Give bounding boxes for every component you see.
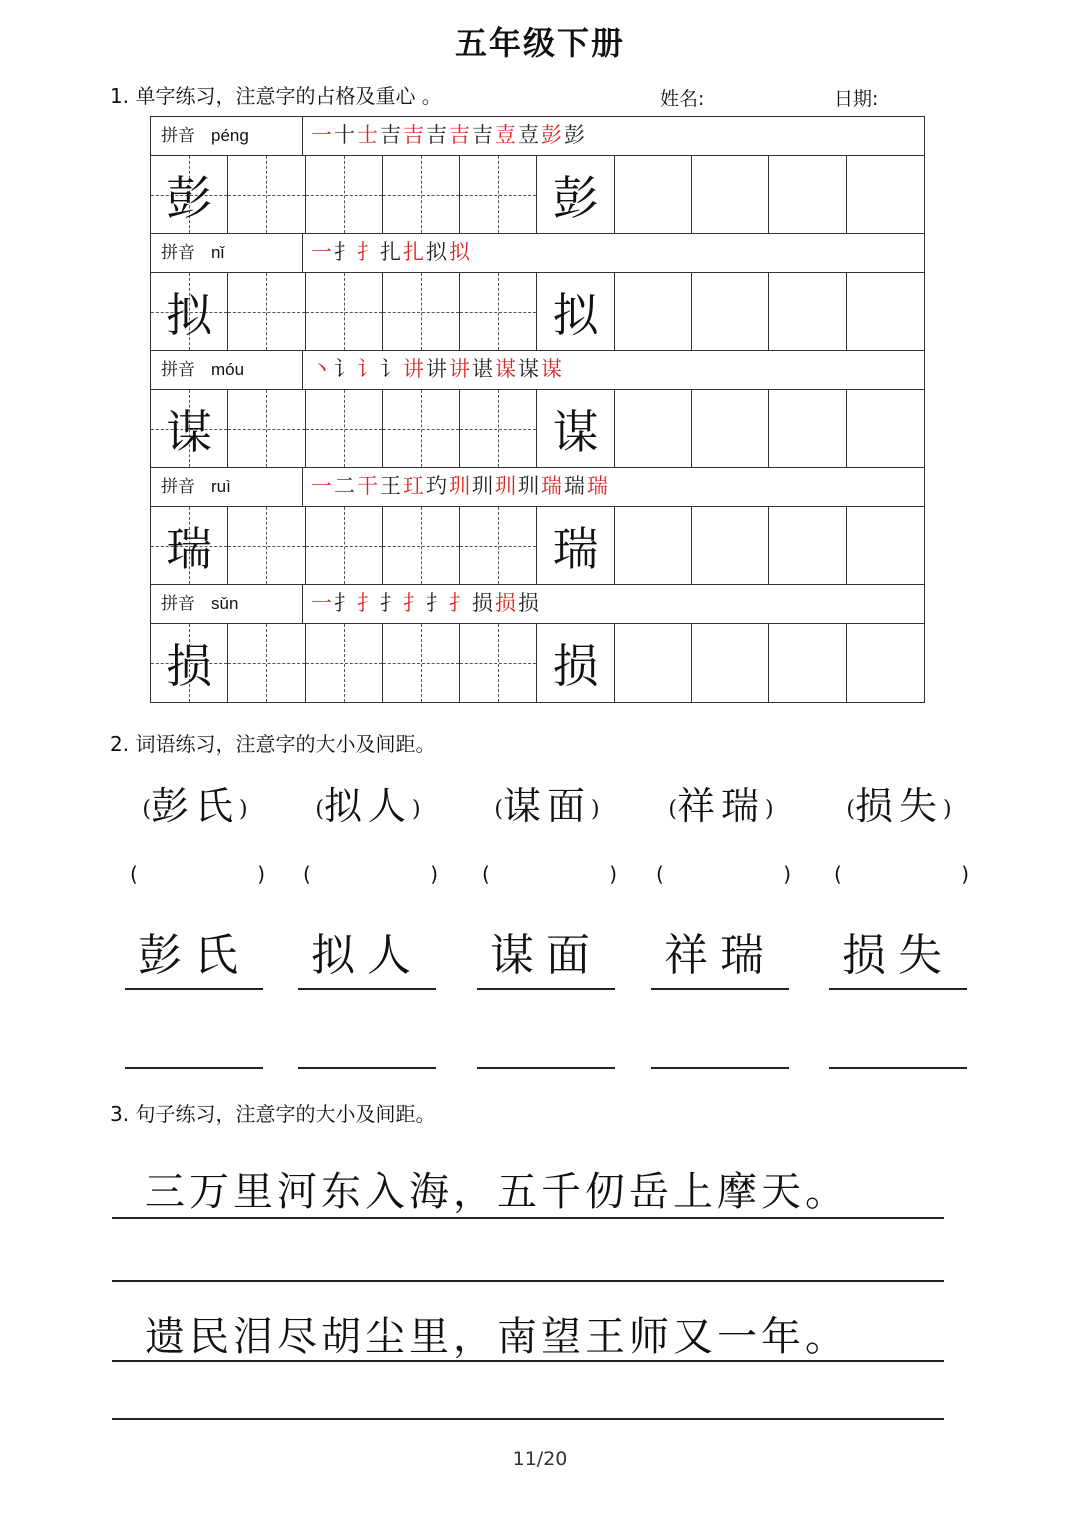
writing-line[interactable] <box>125 1066 263 1069</box>
stroke-step: 士 <box>357 123 380 147</box>
practice-cell[interactable] <box>460 390 537 467</box>
writing-line <box>112 1418 944 1420</box>
practice-cell[interactable] <box>151 390 228 467</box>
underlined-word: 谋面 <box>477 930 615 990</box>
right-paren: ) <box>239 797 248 822</box>
stroke-step: 丶 <box>311 357 334 381</box>
stroke-step: 扌 <box>357 591 380 615</box>
practice-cell[interactable] <box>537 156 614 233</box>
stroke-step: 扌 <box>357 240 380 264</box>
stroke-step: 谋 <box>495 357 518 381</box>
model-character: 拟 <box>552 287 599 342</box>
page-number: 11/20 <box>512 1448 568 1470</box>
stroke-step: 讲 <box>449 357 472 381</box>
practice-row <box>151 273 924 351</box>
practice-row <box>151 624 924 702</box>
practice-cell[interactable] <box>615 390 692 467</box>
section2-heading: 2. 词语练习，注意字的大小及间距。 <box>110 732 436 756</box>
pinyin-caption: 拼音 <box>161 360 195 380</box>
stroke-step: 扎 <box>403 240 426 264</box>
stroke-step: 损 <box>518 591 541 615</box>
left-paren: ( <box>494 797 503 822</box>
practice-cell[interactable] <box>769 624 846 702</box>
underlined-word: 祥瑞 <box>651 930 789 990</box>
pinyin-caption: 拼音 <box>161 594 195 614</box>
stroke-step: 讲 <box>403 357 426 381</box>
stroke-step: 损 <box>495 591 518 615</box>
stroke-step: 扌 <box>380 591 403 615</box>
stroke-step: 瑞 <box>564 474 587 498</box>
practice-cell[interactable] <box>615 624 692 702</box>
practice-cell[interactable] <box>615 273 692 350</box>
stroke-step: 吉 <box>380 123 403 147</box>
left-paren: ( <box>668 797 677 822</box>
left-paren: ( <box>142 797 151 822</box>
stroke-step: 谋 <box>518 357 541 381</box>
practice-row <box>151 156 924 234</box>
practice-cell[interactable] <box>460 156 537 233</box>
stroke-step: 拟 <box>449 240 472 264</box>
underlined-word: 彭氏 <box>125 930 263 990</box>
word-text: 损失 <box>854 784 943 828</box>
practice-cell[interactable] <box>151 156 228 233</box>
pinyin-label <box>151 468 303 506</box>
practice-cell[interactable] <box>847 624 924 702</box>
stroke-order <box>311 468 610 506</box>
practice-cell[interactable] <box>537 390 614 467</box>
practice-cell[interactable] <box>306 273 383 350</box>
stroke-step: 玔 <box>518 474 541 498</box>
practice-cell[interactable] <box>306 507 383 584</box>
pinyin-value: nǐ <box>211 243 225 262</box>
stroke-step: 玒 <box>403 474 426 498</box>
stroke-step: 壴 <box>518 123 541 147</box>
practice-cell[interactable] <box>537 624 614 702</box>
stroke-step: 谌 <box>472 357 495 381</box>
stroke-step: 王 <box>380 474 403 498</box>
practice-cell[interactable] <box>769 156 846 233</box>
writing-line[interactable] <box>477 1066 615 1069</box>
left-paren: ( <box>846 797 855 822</box>
underlined-word: 拟人 <box>298 930 436 990</box>
practice-cell[interactable] <box>306 390 383 467</box>
practice-cell[interactable] <box>769 390 846 467</box>
underlined-word: 损失 <box>829 930 967 990</box>
practice-cell[interactable] <box>306 624 383 702</box>
practice-cell[interactable] <box>537 273 614 350</box>
right-paren: ) <box>943 797 952 822</box>
pinyin-label <box>151 117 303 155</box>
pinyin-caption: 拼音 <box>161 243 195 263</box>
stroke-step: 壴 <box>495 123 518 147</box>
practice-cell[interactable] <box>615 507 692 584</box>
stroke-step: 一 <box>311 591 334 615</box>
practice-cell[interactable] <box>460 273 537 350</box>
pinyin-value: péng <box>211 126 249 145</box>
model-character: 损 <box>552 639 599 693</box>
stroke-order <box>311 585 541 623</box>
practice-cell[interactable] <box>847 507 924 584</box>
stroke-step: 扌 <box>426 591 449 615</box>
empty-pinyin-parentheses[interactable] <box>303 862 438 886</box>
practice-cell[interactable] <box>692 273 769 350</box>
writing-line <box>112 1360 944 1362</box>
empty-pinyin-parentheses[interactable] <box>130 862 265 886</box>
model-character: 彭 <box>552 170 599 225</box>
date-label: 日期: <box>834 88 879 110</box>
practice-row <box>151 507 924 585</box>
left-paren: ( <box>315 797 324 822</box>
practice-cell[interactable] <box>228 156 305 233</box>
word-with-parentheses <box>651 775 791 830</box>
practice-cell[interactable] <box>306 156 383 233</box>
stroke-step: 彭 <box>541 123 564 147</box>
stroke-step: 吉 <box>426 123 449 147</box>
model-character: 瑞 <box>166 521 213 576</box>
model-character: 拟 <box>166 287 213 342</box>
practice-cell[interactable] <box>769 273 846 350</box>
right-paren: ) <box>961 862 969 886</box>
model-character: 彭 <box>166 170 213 225</box>
stroke-step: 讠 <box>357 357 380 381</box>
pinyin-caption: 拼音 <box>161 477 195 497</box>
practice-cell[interactable] <box>228 273 305 350</box>
left-paren: ( <box>834 862 842 886</box>
stroke-step: 玔 <box>495 474 518 498</box>
right-paren: ) <box>412 797 421 822</box>
practice-cell[interactable] <box>847 156 924 233</box>
character-practice-grid <box>150 116 925 703</box>
right-paren: ) <box>430 862 438 886</box>
stroke-step: 玔 <box>472 474 495 498</box>
practice-row <box>151 390 924 468</box>
word-text: 彭氏 <box>150 784 239 828</box>
writing-line[interactable] <box>298 1066 436 1069</box>
writing-line[interactable] <box>829 1066 967 1069</box>
pinyin-value: móu <box>211 360 245 379</box>
practice-cell[interactable] <box>383 507 460 584</box>
practice-cell[interactable] <box>151 273 228 350</box>
pinyin-value: ruì <box>211 477 231 496</box>
writing-line <box>112 1280 944 1282</box>
pinyin-row <box>151 234 924 273</box>
stroke-order <box>311 234 472 272</box>
practice-cell[interactable] <box>228 624 305 702</box>
stroke-step: 玔 <box>449 474 472 498</box>
practice-cell[interactable] <box>847 390 924 467</box>
practice-cell[interactable] <box>383 390 460 467</box>
practice-cell[interactable] <box>769 507 846 584</box>
right-paren: ) <box>765 797 774 822</box>
stroke-step: 一 <box>311 240 334 264</box>
stroke-step: 玓 <box>426 474 449 498</box>
word-with-parentheses <box>477 775 617 830</box>
practice-cell[interactable] <box>383 156 460 233</box>
word-text: 祥瑞 <box>676 784 765 828</box>
pinyin-value: sǔn <box>211 594 239 613</box>
pinyin-label <box>151 351 303 389</box>
sentence-1: 三万里河东入海，五千仞岳上摩天。 <box>145 1169 849 1215</box>
pinyin-row <box>151 585 924 624</box>
practice-cell[interactable] <box>692 390 769 467</box>
left-paren: ( <box>482 862 490 886</box>
right-paren: ) <box>257 862 265 886</box>
stroke-step: 扌 <box>403 591 426 615</box>
writing-line <box>112 1217 944 1219</box>
stroke-order <box>311 117 587 155</box>
empty-pinyin-parentheses[interactable] <box>656 862 791 886</box>
stroke-step: 讠 <box>380 357 403 381</box>
right-paren: ) <box>591 797 600 822</box>
empty-pinyin-parentheses[interactable] <box>834 862 969 886</box>
practice-cell[interactable] <box>537 507 614 584</box>
practice-cell[interactable] <box>615 156 692 233</box>
stroke-step: 扎 <box>380 240 403 264</box>
practice-cell[interactable] <box>383 624 460 702</box>
stroke-step: 二 <box>334 474 357 498</box>
stroke-step: 谋 <box>541 357 564 381</box>
writing-line[interactable] <box>651 1066 789 1069</box>
practice-cell[interactable] <box>460 624 537 702</box>
pinyin-row <box>151 117 924 156</box>
page-title: 五年级下册 <box>454 24 625 62</box>
stroke-order <box>311 351 564 389</box>
practice-cell[interactable] <box>460 507 537 584</box>
pinyin-row <box>151 351 924 390</box>
word-text: 拟人 <box>323 784 412 828</box>
right-paren: ) <box>783 862 791 886</box>
stroke-step: 吉 <box>449 123 472 147</box>
practice-cell[interactable] <box>692 624 769 702</box>
stroke-step: 一 <box>311 474 334 498</box>
stroke-step: 损 <box>472 591 495 615</box>
practice-cell[interactable] <box>228 507 305 584</box>
pinyin-caption: 拼音 <box>161 126 195 146</box>
practice-cell[interactable] <box>228 390 305 467</box>
stroke-step: 一 <box>311 123 334 147</box>
stroke-step: 干 <box>357 474 380 498</box>
word-with-parentheses <box>829 775 969 830</box>
section3-heading: 3. 句子练习，注意字的大小及间距。 <box>110 1102 436 1126</box>
empty-pinyin-parentheses[interactable] <box>482 862 617 886</box>
stroke-step: 扌 <box>449 591 472 615</box>
practice-cell[interactable] <box>692 507 769 584</box>
stroke-step: 讲 <box>426 357 449 381</box>
stroke-step: 扌 <box>334 240 357 264</box>
sentence-2: 遗民泪尽胡尘里，南望王师又一年。 <box>145 1314 849 1360</box>
stroke-step: 吉 <box>472 123 495 147</box>
model-character: 谋 <box>166 404 213 459</box>
right-paren: ) <box>609 862 617 886</box>
pinyin-label <box>151 585 303 623</box>
practice-cell[interactable] <box>383 273 460 350</box>
stroke-step: 拟 <box>426 240 449 264</box>
section1-heading: 1. 单字练习，注意字的占格及重心 。 <box>110 84 442 108</box>
stroke-step: 瑞 <box>541 474 564 498</box>
practice-cell[interactable] <box>151 507 228 584</box>
stroke-step: 十 <box>334 123 357 147</box>
word-with-parentheses <box>298 775 438 830</box>
practice-cell[interactable] <box>692 156 769 233</box>
stroke-step: 扌 <box>334 591 357 615</box>
pinyin-label <box>151 234 303 272</box>
left-paren: ( <box>656 862 664 886</box>
practice-cell[interactable] <box>151 624 228 702</box>
stroke-step: 瑞 <box>587 474 610 498</box>
model-character: 损 <box>166 639 213 693</box>
pinyin-row <box>151 468 924 507</box>
model-character: 谋 <box>552 404 599 459</box>
stroke-step: 彭 <box>564 123 587 147</box>
name-label: 姓名: <box>660 88 705 110</box>
practice-cell[interactable] <box>847 273 924 350</box>
left-paren: ( <box>130 862 138 886</box>
model-character: 瑞 <box>552 521 599 576</box>
left-paren: ( <box>303 862 311 886</box>
word-text: 谋面 <box>502 784 591 828</box>
word-with-parentheses <box>125 775 265 830</box>
stroke-step: 讠 <box>334 357 357 381</box>
stroke-step: 吉 <box>403 123 426 147</box>
